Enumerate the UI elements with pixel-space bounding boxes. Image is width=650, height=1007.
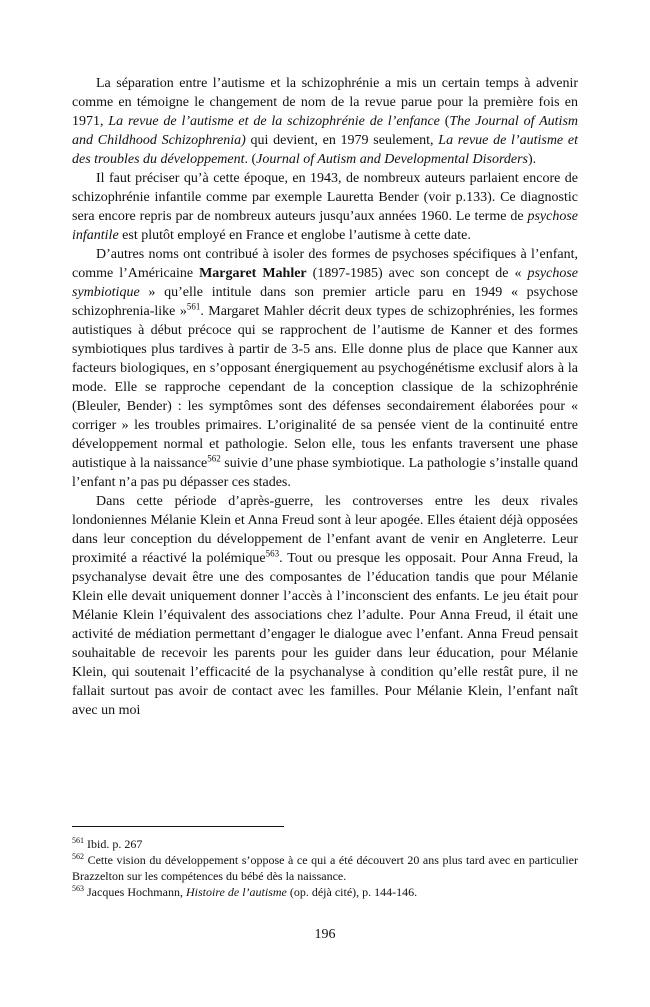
footnote: [72, 852, 578, 884]
paragraph: [72, 492, 578, 720]
paragraph: [72, 245, 578, 492]
text-segment: Journal of Autism and Developmental Disorders: [256, 152, 528, 167]
text-segment: (: [439, 114, 450, 129]
text-segment: . Margaret Mahler décrit deux types de schizophrénies, les formes autistiques à début précoce qui se rapprochent de l’autisme de Kanner et des formes symbiotiques plus tardives à partir de 3-5 ans. Elle donne plus de place que Kanner aux facteurs biologiques, en s’opposant énergiquement au psychogénétisme exclusif alors à la mode. Elle se rapproche cependant de la conception classique de la schizophrénie (Bleuler, Bender) : les symptômes sont des défenses secondairement élaborées pour « corriger » les troubles primaires. L’originalité de sa pensée vient de la continuité entre développement normal et pathologie. Selon elle, tous les enfants traversent une phase autistique à la naissance: [72, 304, 579, 471]
text-segment: Cette vision du développement s’oppose à ce qui a été découvert 20 ans plus tard avec en particulier Brazzelton sur les compétences du bébé dès la naissance.: [72, 853, 579, 883]
text-segment: . (: [244, 152, 257, 167]
text-segment: Jacques Hochmann,: [87, 885, 186, 899]
text-segment: Ibid. p. 267: [87, 837, 143, 851]
paragraph: [72, 74, 578, 169]
footnote: [72, 884, 578, 900]
text-segment: qui devient, en 1979 seulement,: [245, 133, 439, 148]
text-segment: (1897-1985) avec son concept de «: [306, 266, 528, 281]
text-segment: psychose symbiotique: [72, 266, 579, 300]
paragraph: [72, 169, 578, 245]
text-segment: La revue de l’autisme et des troubles du développement: [72, 133, 578, 167]
text-segment: (op. déjà cité), p. 144-146.: [286, 885, 418, 899]
text-segment: . Tout ou presque les opposait. Pour Anna Freud, la psychanalyse devait être une des composantes de l’éducation tandis que pour Mélanie Klein elle devait uniquement donner l’accès à l’inconscient des enfants. Le jeu était pour Mélanie Klein l’équivalent des associations chez l’adulte. Pour Anna Freud, il était une activité de médiation permettant d’engager le dialogue avec l’enfant. Anna Freud pensait souhaitable de recevoir les parents pour les guider dans leur éducation, pour Mélanie Klein, qui soutenait l’efficacité de la psychanalyse à condition qu’elle restât pure, il ne fallait surtout pas avoir de contact avec les familles. Pour Mélanie Klein, l’enfant naît avec un moi: [72, 551, 578, 718]
text-segment: suivie d’une phase symbiotique. La pathologie s’installe quand l’enfant n’a pas pu dépasser ces stades.: [72, 456, 578, 490]
footnote-number: 563: [72, 884, 84, 893]
text-segment: Histoire de l’autisme: [185, 885, 287, 899]
footnotes-section: [72, 826, 578, 900]
footnote: [72, 836, 578, 852]
page-number: 196: [314, 927, 336, 942]
page-body: [72, 74, 578, 720]
text-segment: Margaret Mahler: [199, 266, 307, 281]
text-segment: ).: [527, 152, 537, 167]
footnote-ref: 562: [207, 453, 221, 464]
footnote-number: 562: [72, 852, 84, 861]
text-segment: The Journal of Autism and Childhood Schizophrenia): [72, 114, 578, 148]
footnote-number: 561: [72, 836, 84, 845]
text-segment: La revue de l’autisme et de la schizophrénie de l’enfance: [108, 114, 440, 129]
text-segment: est plutôt employé en France et englobe l’autisme à cette date.: [118, 228, 471, 243]
text-segment: » qu’elle intitule dans son premier article paru en 1949 « psychose schizophrenia-like »: [72, 285, 578, 319]
footnote-separator: [72, 826, 284, 827]
text-segment: Dans cette période d’après-guerre, les controverses entre les deux rivales londoniennes Mélanie Klein et Anna Freud sont à leur apogée. Elles étaient déjà opposées dans leur conception du développement de l’enfant avant de venir en Angleterre. Leur proximité a réactivé la polémique: [72, 494, 578, 566]
text-segment: La séparation entre l’autisme et la schizophrénie a mis un certain temps à advenir comme en témoigne le changement de nom de la revue parue pour la première fois en 1971,: [72, 76, 578, 129]
text-segment: D’autres noms ont contribué à isoler des formes de psychoses spécifiques à l’enfant, comme l’Américaine: [72, 247, 578, 281]
footnote-ref: 561: [186, 301, 201, 312]
text-segment: psychose infantile: [72, 209, 578, 243]
text-segment: Il faut préciser qu’à cette époque, en 1943, de nombreux auteurs parlaient encore de schizophrénie infantile comme par exemple Lauretta Bender (voir p.133). Ce diagnostic sera encore repris par de nombreux auteurs jusqu’aux années 1960. Le terme de: [72, 171, 578, 224]
footnote-list: [72, 836, 578, 900]
footnote-ref: 563: [265, 548, 280, 559]
